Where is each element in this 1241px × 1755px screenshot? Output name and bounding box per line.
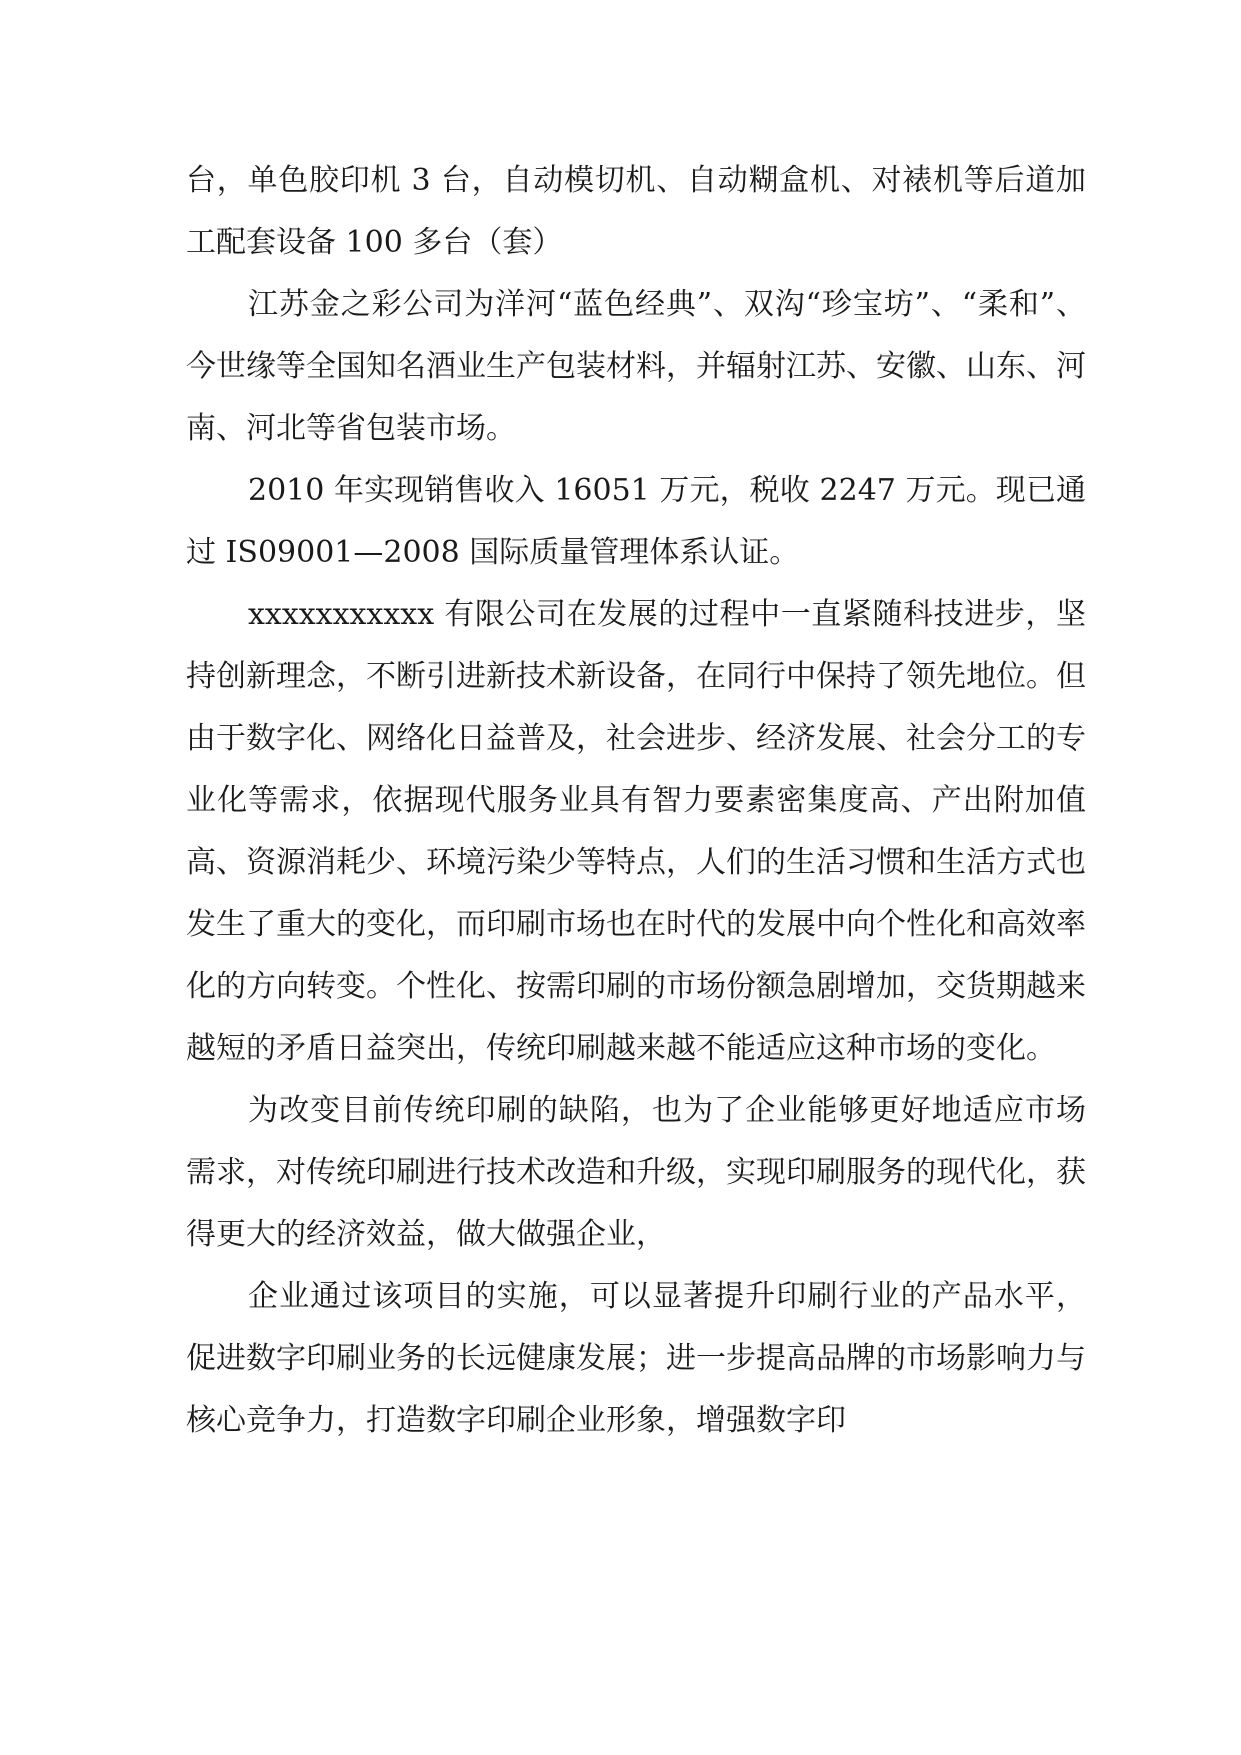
paragraph-purpose: 为改变目前传统印刷的缺陷，也为了企业能够更好地适应市场需求，对传统印刷进行技术改造和升级，实现印刷服务的现代化，获得更大的经济效益，做大做强企业， [186,1093,1086,1252]
paragraph-benefits: 企业通过该项目的实施，可以显著提升印刷行业的产品水平，促进数字印刷业务的长远健康发展；进一步提高品牌的市场影响力与核心竞争力，打造数字印刷企业形象，增强数字印 [186,1279,1086,1438]
document-body [186,150,1086,1452]
paragraph-customers: 江苏金之彩公司为洋河“蓝色经典”、双沟“珍宝坊”、“柔和”、今世缘等全国知名酒业生产包装材料，并辐射江苏、安徽、山东、河南、河北等省包装市场。 [186,287,1086,446]
paragraph-background: xxxxxxxxxxx 有限公司在发展的过程中一直紧随科技进步，坚持创新理念，不断引进新技术新设备，在同行中保持了领先地位。但由于数字化、网络化日益普及，社会进步、经济发展、社会分工的专业化等需求，依据现代服务业具有智力要素密集度高、产出附加值高、资源消耗少、环境污染少等特点，人们的生活习惯和生活方式也发生了重大的变化，而印刷市场也在时代的发展中向个性化和高效率化的方向转变。个性化、按需印刷的市场份额急剧增加，交货期越来越短的矛盾日益突出，传统印刷越来越不能适应这种市场的变化。 [186,597,1086,1066]
paragraph-revenue: 2010 年实现销售收入 16051 万元，税收 2247 万元。现已通过 IS09001—2008 国际质量管理体系认证。 [186,473,1086,570]
paragraph-equipment-continuation: 台，单色胶印机 3 台，自动模切机、自动糊盒机、对裱机等后道加工配套设备 100 多台（套） [186,163,1086,260]
